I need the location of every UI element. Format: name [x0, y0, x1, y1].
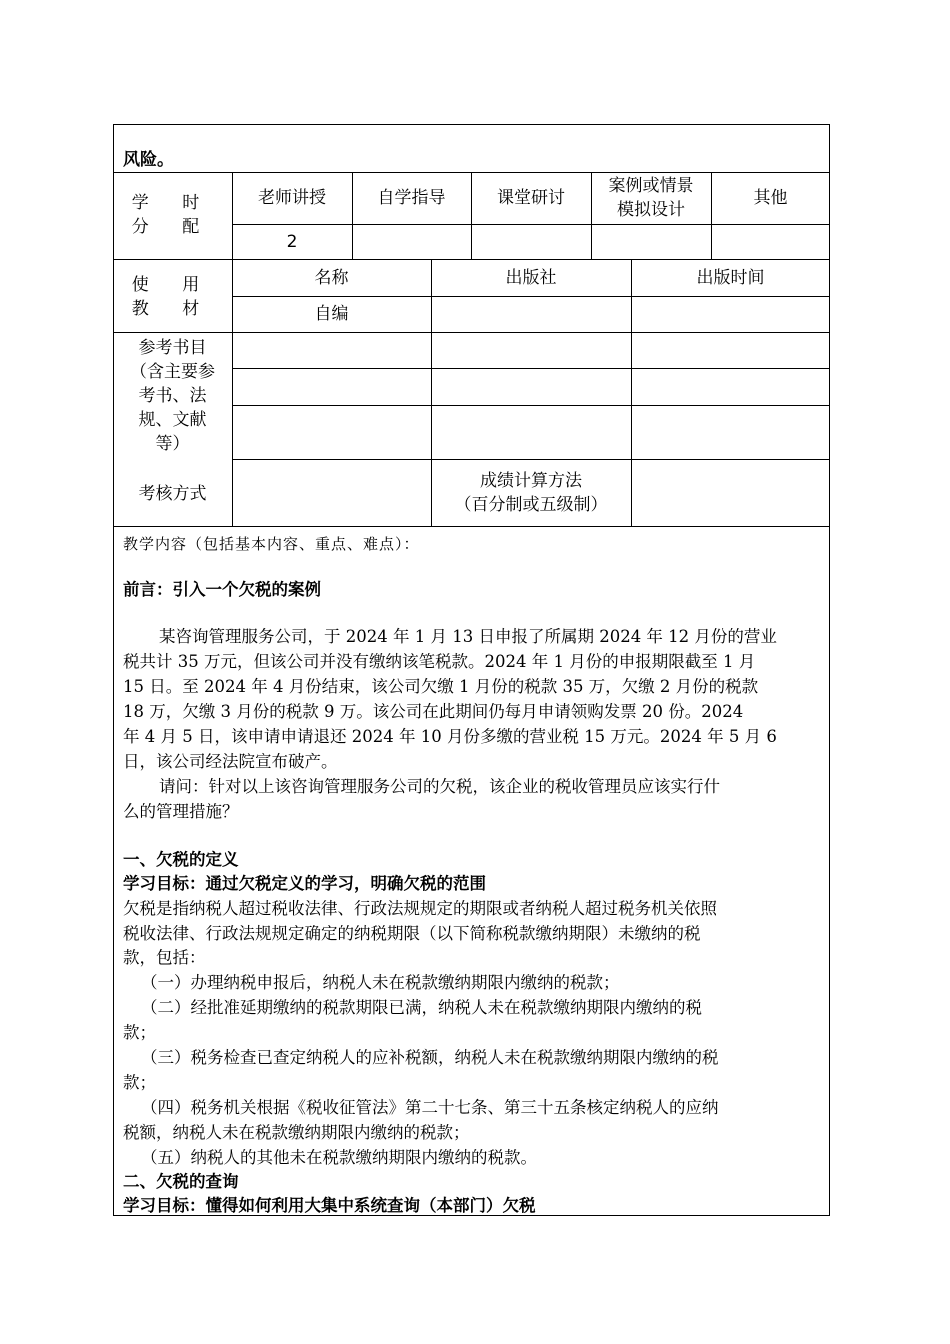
textbook-name-value: 自编	[314, 304, 349, 324]
textbook-label	[113, 272, 232, 322]
definition-line: 税收法律、行政法规规定确定的纳税期限（以下简称税款缴纳期限）未缴纳的税	[123, 924, 701, 943]
textbook-header-publisher: 出版社	[505, 267, 557, 288]
content-heading: 教学内容（包括基本内容、重点、难点）：	[123, 535, 420, 553]
definition-item: （三）税务检查已查定纳税人的应补税额，纳税人未在税款缴纳期限内缴纳的税	[141, 1048, 719, 1067]
hours-header-case	[591, 172, 711, 224]
definition-item: （四）税务机关根据《税收征管法》第二十七条、第三十五条核定纳税人的应纳	[141, 1098, 719, 1117]
definition-item: （五）纳税人的其他未在税款缴纳期限内缴纳的税款。	[141, 1148, 537, 1167]
assessment-calc-line-1: 成绩计算方法	[480, 470, 582, 491]
top-line-text: 风险。	[123, 150, 174, 170]
assessment-label: 考核方式	[138, 484, 207, 504]
case-line: 年 4 月 5 日，该申请申请退还 2024 年 10 月份多缴的营业税 15 万元。2024 年 5 月 6	[123, 727, 777, 746]
section-1-goal: 学习目标：通过欠税定义的学习，明确欠税的范围	[123, 874, 486, 893]
hours-header-lecture: 老师讲授	[258, 188, 326, 208]
question-line: 么的管理措施？	[123, 802, 239, 821]
references-label-line: 等）	[155, 434, 190, 454]
preface-title: 前言：引入一个欠税的案例	[123, 580, 321, 599]
definition-item: 税额，纳税人未在税款缴纳期限内缴纳的税款；	[123, 1123, 470, 1142]
definition-line: 款，包括：	[123, 948, 206, 967]
hours-header-case-line-1: 案例或情景	[608, 176, 694, 196]
textbook-label-line-2: 教 材	[131, 299, 214, 319]
row-divider	[113, 332, 830, 333]
assessment-calc-method	[431, 459, 631, 526]
case-line: 18 万，欠缴 3 月份的税款 9 万。该公司在此期间仍每月申请领购发票 20 份。2024	[123, 702, 744, 721]
section-2-title: 二、欠税的查询	[123, 1172, 239, 1191]
references-label-line: 参考书目	[138, 338, 207, 358]
textbook-header-name: 名称	[314, 267, 349, 288]
section-2-goal: 学习目标：懂得如何利用大集中系统查询（本部门）欠税	[123, 1196, 536, 1215]
row-divider	[232, 405, 830, 406]
case-line: 15 日。至 2024 年 4 月份结束，该公司欠缴 1 月份的税款 35 万，欠缴 2 月份的税款	[123, 677, 759, 696]
references-label-line: 考书、法	[138, 386, 207, 406]
references-label	[113, 334, 232, 458]
definition-line: 欠税是指纳税人超过税收法律、行政法规规定的期限或者纳税人超过税务机关依照	[123, 899, 717, 918]
hours-header-other: 其他	[753, 188, 788, 208]
section-1-title: 一、欠税的定义	[123, 850, 239, 869]
hours-header-case-line-2: 模拟设计	[617, 200, 685, 220]
hours-label-line-1: 学 时	[131, 193, 214, 213]
definition-item: （一）办理纳税申报后，纳税人未在税款缴纳期限内缴纳的税款；	[141, 973, 620, 992]
assessment-calc-line-2: （百分制或五级制）	[454, 494, 608, 515]
definition-item: 款；	[123, 1023, 156, 1042]
case-line: 某咨询管理服务公司，于 2024 年 1 月 13 日申报了所属期 2024 年 12 月份的营业	[159, 627, 777, 646]
definition-item: （二）经批准延期缴纳的税款期限已满，纳税人未在税款缴纳期限内缴纳的税	[141, 998, 702, 1017]
row-divider	[113, 526, 830, 527]
textbook-header-date: 出版时间	[696, 267, 765, 288]
hours-value-lecture: 2	[286, 231, 298, 252]
case-line: 日，该公司经法院宣布破产。	[123, 752, 338, 771]
definition-item: 款；	[123, 1073, 156, 1092]
case-line: 税共计 35 万元，但该公司并没有缴纳该笔税款。2024 年 1 月份的申报期限截至 1 月	[123, 652, 756, 671]
row-divider	[232, 368, 830, 369]
hours-header-self-study: 自学指导	[377, 188, 446, 208]
col-divider	[631, 259, 632, 526]
references-label-line: （含主要参	[130, 362, 215, 382]
references-label-line: 规、文献	[138, 410, 207, 430]
hours-label-line-2: 分 配	[131, 217, 214, 237]
hours-label	[113, 185, 232, 245]
textbook-label-line-1: 使 用	[131, 275, 214, 295]
hours-header-seminar: 课堂研讨	[497, 188, 565, 208]
question-line: 请问：针对以上该咨询管理服务公司的欠税，该企业的税收管理员应该实行什	[159, 777, 720, 796]
